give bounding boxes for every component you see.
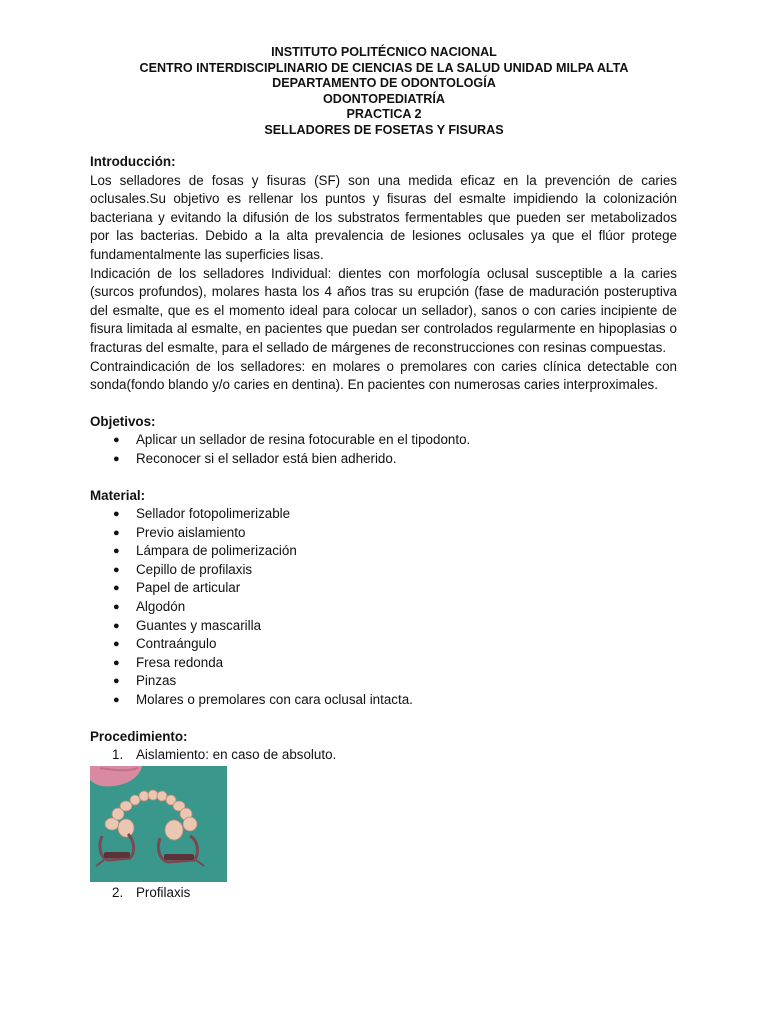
subject-name: ODONTOPEDIATRÍA (323, 91, 445, 106)
procedure-step-2: 2. Profilaxis (112, 884, 191, 900)
intro-title: Introducción: (90, 154, 176, 169)
material-list (90, 505, 677, 710)
bullet-icon: ● (113, 656, 120, 669)
document-body (90, 153, 677, 902)
list-item: ● Molares o premolares con cara oclusal intacta. (90, 691, 677, 710)
bullet-icon: ● (113, 434, 120, 447)
intro-paragraph-1: Los selladores de fosas y fisuras (SF) son una medida eficaz en la prevención de caries oclusales.Su objetivo es rellenar los puntos y fisuras del esmalte impidiendo la colonización bacteriana y evitando la difusión de los substratos fermentables que pueden ser metabolizados por las bacterias. Debido a la alta prevalencia de lesiones oclusales ya que el flúor protege fundamentalmente las superficies lisas. (90, 172, 677, 262)
procedure-title: Procedimiento: (90, 728, 188, 744)
list-item: ● Algodón (90, 598, 677, 617)
isolation-photo (90, 766, 227, 882)
department-name: DEPARTAMENTO DE ODONTOLOGÍA (272, 76, 496, 91)
procedure-step-1: 1. Aislamiento: en caso de absoluto. (112, 747, 337, 763)
bullet-icon: ● (113, 638, 120, 651)
bullet-icon: ● (113, 526, 120, 539)
bullet-icon: ● (113, 508, 120, 521)
intro-paragraph-3: Contraindicación de los selladores: en molares o premolares con caries clínica detectable con sonda(fondo blando y/o caries en dentina). En pacientes con numerosas caries interproximales. (90, 358, 677, 393)
list-item: ● Papel de articular (90, 579, 677, 598)
objectives-list (90, 431, 677, 468)
document-header (0, 45, 768, 139)
bullet-icon: ● (113, 619, 120, 632)
bullet-icon: ● (113, 545, 120, 558)
list-item: ● Guantes y mascarilla (90, 617, 677, 636)
list-item: ● Reconocer si el sellador está bien adherido. (90, 450, 677, 469)
list-item: ● Sellador fotopolimerizable (90, 505, 677, 524)
list-item: ● Aplicar un sellador de resina fotocurable en el tipodonto. (90, 431, 677, 450)
procedure-list-continued (90, 884, 677, 903)
list-item: ● Pinzas (90, 672, 677, 691)
bullet-icon: ● (113, 694, 120, 707)
intro-paragraph-2: Indicación de los selladores Individual: dientes con morfología oclusal susceptible a la caries (surcos profundos), molares hasta los 4 años tras su erupción (fase de maduración posteruptiva del esmalte, que es el momento ideal para colocar un sellador), sanos o con caries incipiente de fisura limitada al esmalte, en pacientes que puedan ser controlados regularmente en hipoplasias o fracturas del esmalte, para el sellado de márgenes de reconstrucciones con resinas compuestas. (90, 265, 677, 355)
practice-title: SELLADORES DE FOSETAS Y FISURAS (264, 122, 504, 137)
bullet-icon: ● (113, 675, 120, 688)
list-item: ● Fresa redonda (90, 654, 677, 673)
objectives-title: Objetivos: (90, 413, 156, 429)
practice-number: PRACTICA 2 (346, 107, 422, 122)
material-title: Material: (90, 487, 146, 503)
center-name: CENTRO INTERDISCIPLINARIO DE CIENCIAS DE LA SALUD UNIDAD MILPA ALTA (139, 60, 629, 75)
procedure-list (90, 746, 677, 765)
list-item: ● Cepillo de profilaxis (90, 561, 677, 580)
bullet-icon: ● (113, 582, 120, 595)
list-item: ● Contraángulo (90, 635, 677, 654)
bullet-icon: ● (113, 601, 120, 614)
institution-name: INSTITUTO POLITÉCNICO NACIONAL (271, 45, 497, 59)
list-item: ● Previo aislamiento (90, 524, 677, 543)
bullet-icon: ● (113, 563, 120, 576)
bullet-icon: ● (113, 452, 120, 465)
list-item: ● Lámpara de polimerización (90, 542, 677, 561)
